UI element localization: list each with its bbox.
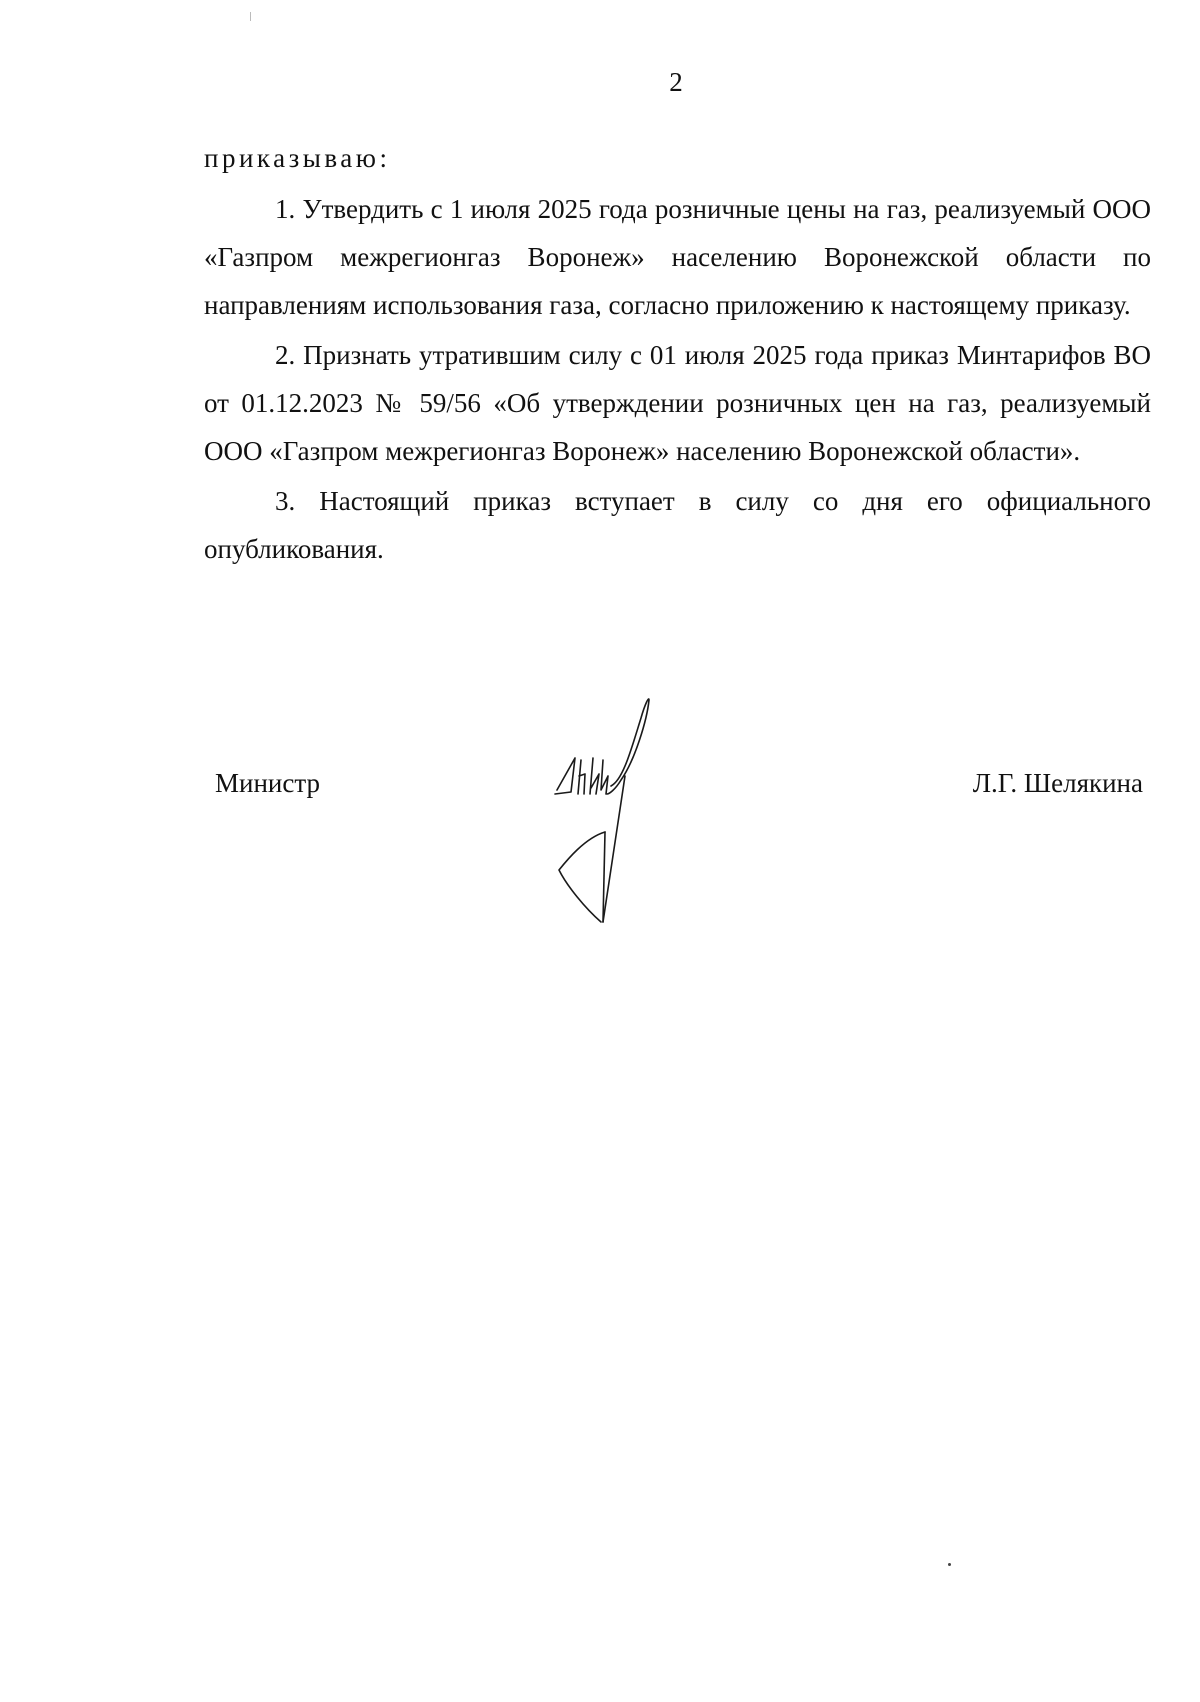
order-item-2: 2. Признать утратившим силу с 01 июля 2025 года приказ Минтарифов ВО от 01.12.2023 № 59/56 «Об утверждении розничных цен на газ, реализуемый ООО «Газпром межрегионгаз Воронеж» населению Воронежской области».	[204, 340, 1151, 466]
handwritten-signature	[545, 690, 720, 930]
order-item-3: 3. Настоящий приказ вступает в силу со дня его официального опубликования.	[204, 486, 1151, 564]
document-body	[204, 134, 1151, 573]
order-intro: приказываю:	[204, 143, 391, 173]
signer-position: Министр	[215, 768, 320, 798]
signer-name: Л.Г. Шелякина	[972, 768, 1143, 798]
order-item-1: 1. Утвердить с 1 июля 2025 года розничные цены на газ, реализуемый ООО «Газпром межрегионгаз Воронеж» населению Воронежской области по направлениям использования газа, согласно приложению к настоящему приказу.	[204, 194, 1151, 320]
scan-artifact	[250, 12, 251, 21]
scan-artifact	[948, 1563, 951, 1566]
page-number: 2	[669, 67, 683, 97]
